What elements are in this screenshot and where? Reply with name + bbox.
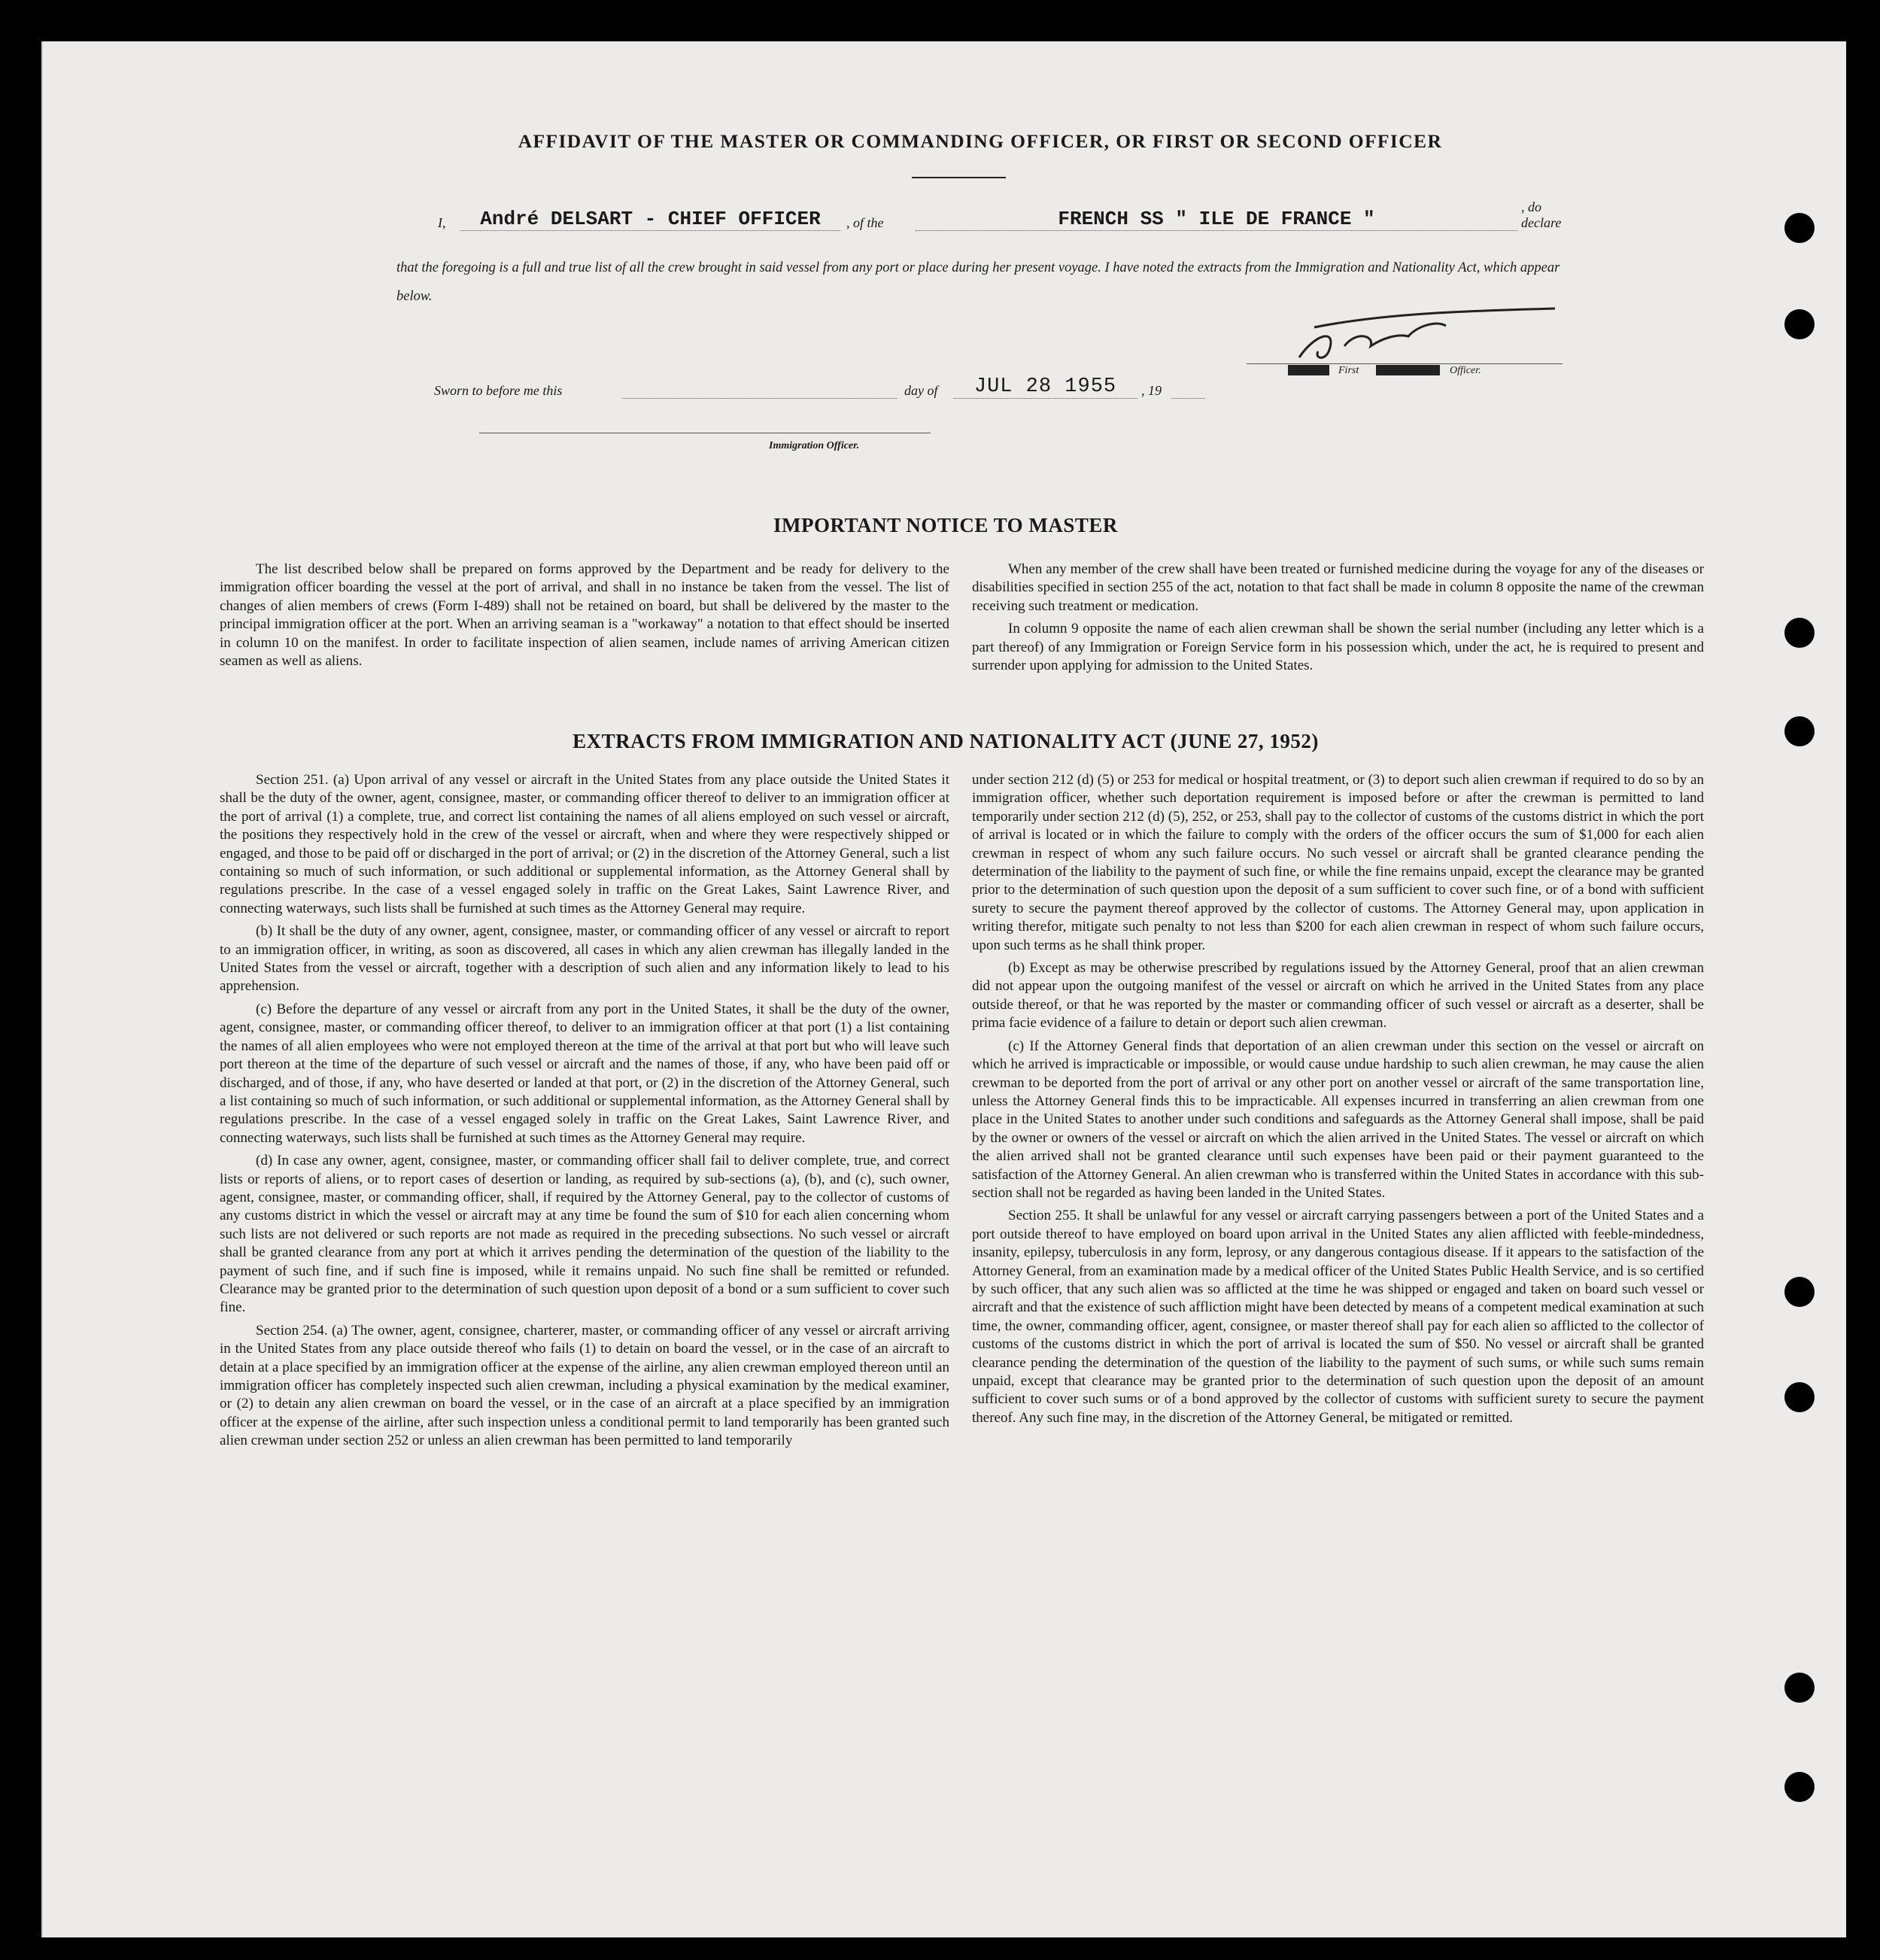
punch-hole <box>1784 1277 1815 1307</box>
notice-left-paragraph: The list described below shall be prepared on forms approved by the Department and be ready for delivery to the immigration officer boarding the vessel at the port of arrival, and shall in no instance be taken from the vessel. The list of changes of alien members of crews (Form I-489) shall not be retained on board, but shall be delivered by the master to the principal immigration officer at the port. When an arriving seaman is a "workaway" a notation to that effect should be inserted in column 10 on the manifest. In order to facilitate inspection of alien seamen, include names of arriving American citizen seamen as well as aliens. <box>220 561 949 670</box>
do-declare-label: , do declare <box>1521 199 1562 230</box>
sworn-label: Sworn to before me this <box>434 383 563 398</box>
notice-heading: IMPORTANT NOTICE TO MASTER <box>773 514 1118 536</box>
year-label: , 19 <box>1141 383 1162 398</box>
immigration-officer-label: Immigration Officer. <box>769 440 860 451</box>
sworn-line <box>434 376 1337 406</box>
officer-signature <box>1284 305 1570 372</box>
day-of-label: day of <box>904 383 938 398</box>
extracts-right-column <box>972 771 1704 1432</box>
extracts-heading: EXTRACTS FROM IMMIGRATION AND NATIONALITY ACT (JUNE 27, 1952) <box>573 730 1319 752</box>
of-the-label: , of the <box>846 215 884 230</box>
punch-hole <box>1784 716 1815 746</box>
document-page <box>41 41 1846 1937</box>
punch-hole <box>1784 618 1815 648</box>
date-stamp: JUL 28 1955 <box>953 375 1137 399</box>
punch-hole <box>1784 213 1815 243</box>
notice-left-column <box>220 561 949 675</box>
section-255: Section 255. It shall be unlawful for any vessel or aircraft carrying passengers between a port of the United States and a port outside thereof to have employed on board upon arrival in the United States any alien afflicted with feeble-mindedness, insanity, epilepsy, tuberculosis in any form, leprosy, or any dangerous contagious disease. If it appears to the satisfaction of the Attorney General, from an examination made by a medical officer of the United States Public Health Service, and is so certified by such officer, that any such alien was so afflicted at the time he was shipped or engaged and taken on board such vessel or aircraft and that the existence of such affliction might have been detected by means of a competent medical examination at such time, the owner, commanding officer, agent, consignee, or master thereof shall pay for each alien so afflicted to the collector of customs of the customs district in which the port of arrival is located the sum of $50. No vessel or aircraft shall be granted clearance pending the determination of the question of the liability to the payment of such sums, or while such sums remain unpaid, except that clearance may be granted prior to the determination of such question upon the deposit of an amount sufficient to cover such sums or of a bond approved by the collector of customs with sufficient surety to secure the payment thereof. Any such fine may, in the discretion of the Attorney General, be mitigated or remitted. <box>972 1208 1704 1426</box>
affidavit-title: AFFIDAVIT OF THE MASTER OR COMMANDING OFFICER, OR FIRST OR SECOND OFFICER <box>518 130 1443 152</box>
section-254-c: (c) If the Attorney General finds that deportation of an alien crewman under this section on the vessel or aircraft on which he arrived is impracticable or impossible, or would cause undue hardship to such alien crewman, he may cause the alien crewman to be deported from the port of arrival or any other port on another vessel or aircraft of the same transportation line, unless the Attorney General finds this to be impracticable. All expenses incurred in transferring an alien crewman from one place in the United States to another under such conditions and safeguards as the Attorney General shall impose, shall be paid by the owner or owners of the vessel or aircraft on which the alien arrived in the United States. The vessel or aircraft on which the alien arrived shall not be granted clearance until such expenses have been paid or their payment guaranteed to the satisfaction of the Attorney General. An alien crewman who is transferred within the United States in accordance with this sub-section shall not be regarded as having been landed in the United States. <box>972 1038 1704 1201</box>
year-field <box>1171 398 1205 399</box>
officer-name-field: André DELSART - CHIEF OFFICER <box>460 208 840 231</box>
section-251-a: Section 251. (a) Upon arrival of any vessel or aircraft in the United States from any place outside the United States it shall be the duty of the owner, agent, consignee, master, or commanding officer thereof to deliver to an immigration officer at the port of arrival (1) a complete, true, and correct list containing the names of all aliens employed on such vessel or aircraft, the positions they respectively hold in the crew of the vessel or aircraft, when and where they were respectively shipped or engaged, and those to be paid off or discharged in the port of arrival; or (2) in the discretion of the Attorney General, such a list containing so much of such information, or such additional or supplemental information, as the Attorney General shall by regulations prescribe. In the case of a vessel engaged solely in traffic on the Great Lakes, Saint Lawrence River, and connecting waterways, such lists shall be furnished at such times as the Attorney General may require. <box>220 772 949 916</box>
punch-hole <box>1784 1772 1815 1802</box>
extracts-left-column <box>220 771 949 1455</box>
notice-right-paragraph-2: In column 9 opposite the name of each alien crewman shall be shown the serial number (including any letter which is a part thereof) of any Immigration or Foreign Service form in his possession which, under the act, he is required to present and surrender upon applying for admission to the United States. <box>972 621 1704 674</box>
redaction-bar-1 <box>1288 365 1329 375</box>
signature-line <box>1247 363 1563 364</box>
section-254-a: Section 254. (a) The owner, agent, consignee, charterer, master, or commanding officer of any vessel or aircraft arriving in the United States from any place outside thereof who fails (1) to detain on board the vessel, or in the case of an aircraft to detain at a place specified by an immigration officer at the expense of the airline, any alien crewman employed thereon until an immigration officer has completely inspected such alien crewman, including a physical examination by the medical examiner, or (2) to detain any alien crewman on board the vessel, or in the case of an aircraft at a place specified by an immigration officer at the expense of the airline, after such inspection unless a conditional permit to land temporarily has been granted such alien crewman under section 252 or unless an alien crewman has been permitted to land temporarily <box>220 1322 949 1449</box>
section-254-b: (b) Except as may be otherwise prescribed by regulations issued by the Attorney General, proof that an alien crewman did not appear upon the outgoing manifest of the vessel or aircraft on which he arrived in the United States from any place outside thereof, or that he was reported by the master or commanding officer of such vessel or aircraft as a deserter, shall be prima facie evidence of a failure to detain or deport such alien crewman. <box>972 960 1704 1032</box>
punch-hole <box>1784 309 1815 339</box>
redaction-bar-2 <box>1376 365 1440 375</box>
affidavit-body: that the foregoing is a full and true list of all the crew brought in said vessel from any port or place during her present voyage. I have noted the extracts from the Immigration and Nationality Act, which appear below. <box>396 260 1560 304</box>
section-251-d: (d) In case any owner, agent, consignee, master, or commanding officer shall fail to deliver complete, true, and correct lists or reports of aliens, or to report cases of desertion or landing, as required by sub-sections (a), (b), and (c), such owner, agent, consignee, master, or commanding officer, shall, if required by the Attorney General, pay to the collector of customs of any customs district in which the vessel or aircraft may at any time be found the sum of $10 for each alien concerning whom such lists are not delivered or such reports are not made as required in the preceding subsections. No such vessel or aircraft shall be granted clearance from any port at which it arrives pending the determination of the question of the liability to the payment of such fine, and if such fine is imposed, while it remains unpaid. No such fine shall be remitted or refunded. Clearance may be granted prior to the determination of such question upon deposit of a bond or a sum sufficient to cover such fine. <box>220 1153 949 1316</box>
first-label: First <box>1338 365 1359 376</box>
notice-right-column <box>972 561 1704 679</box>
vessel-name-field: FRENCH SS " ILE DE FRANCE " <box>916 208 1517 231</box>
section-251-c: (c) Before the departure of any vessel or aircraft from any port in the United States, it shall be the duty of the owner, agent, consignee, master, or commanding officer thereof, to deliver to an immigration officer at that port (1) a list containing the names of all alien employees who were not employed thereon at the time of the arrival at that port but who will leave such port thereon at the time of the departure of such vessel or aircraft and the names of those, if any, who have been paid off or discharged, and of those, if any, who have deserted or landed at that port, or (2) in the discretion of the Attorney General, such a list containing so much of such information, or such additional or supplemental information, as the Attorney General shall by regulations prescribe. In the case of a vessel engaged solely in traffic on the Great Lakes, Saint Lawrence River, and connecting waterways, such lists shall be furnished at such times as the Attorney General may require. <box>220 1001 949 1146</box>
punch-hole <box>1784 1382 1815 1412</box>
notice-right-paragraph-1: When any member of the crew shall have been treated or furnished medicine during the voyage for any of the diseases or disabilities specified in section 255 of the act, notation to that fact shall be made in column 8 opposite the name of the crewman receiving such treatment or medication. <box>972 561 1704 614</box>
punch-hole <box>1784 1673 1815 1703</box>
officer-caption: Officer. <box>1450 365 1481 376</box>
section-251-b: (b) It shall be the duty of any owner, agent, consignee, master, or commanding officer of any vessel or aircraft to report to an immigration officer, in writing, as soon as discovered, all cases in which any alien crewman has illegally landed in the United States from the vessel or aircraft, together with a description of such alien and any information likely to lead to his apprehension. <box>220 923 949 995</box>
section-254-a-continued: under section 212 (d) (5) or 253 for medical or hospital treatment, or (3) to deport such alien crewman if required to do so by an immigration officer, whether such deportation requirement is imposed before or after the crewman is permitted to land temporarily under section 212 (d) (5), 252, or 253, shall pay to the collector of customs of the customs district in which the port of arrival is located or in which the failure to comply with the orders of the officer occurs the sum of $1,000 for each alien crewman in respect of whom any such failure occurs. No such vessel or aircraft shall be granted clearance pending the determination of the liability to the payment of such fine, or while the fine remains unpaid, except the clearance may be granted prior to the determination of such question upon the deposit of a sum sufficient to cover such fine, or of a bond with sufficient surety to secure the payment thereof approved by the collector of customs. The Attorney General may, upon application in writing therefor, mitigate such penalty to not less than $200 for each alien crewman in respect of whom such failure occurs, upon such terms as he shall think proper. <box>972 772 1704 953</box>
declaration-line <box>396 201 1578 239</box>
i-label: I, <box>438 215 446 230</box>
sworn-day-field <box>622 398 897 399</box>
title-underline <box>912 177 1006 178</box>
